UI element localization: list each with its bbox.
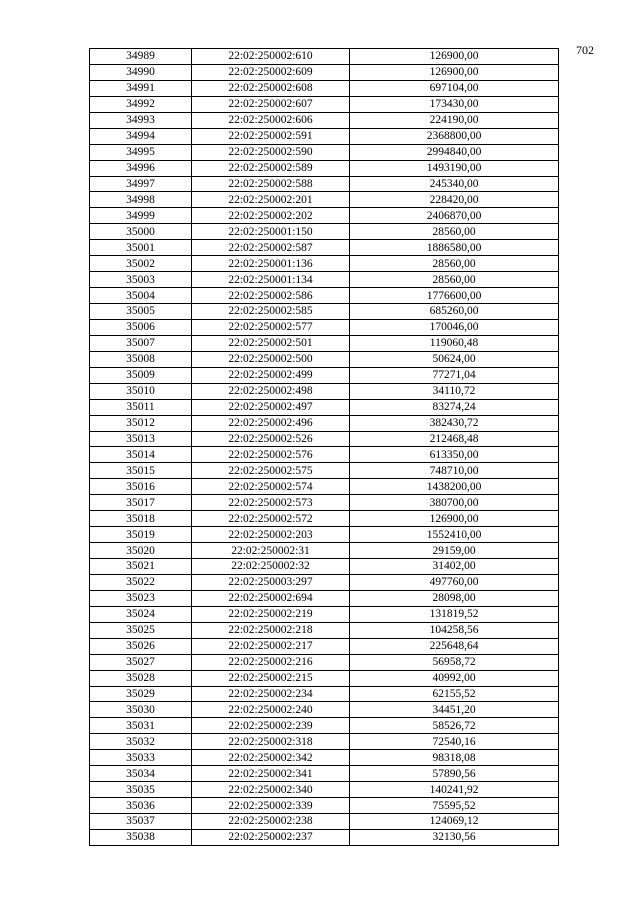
row-number-cell: 35011 bbox=[90, 399, 192, 415]
cadastral-number-cell: 22:02:250002:234 bbox=[192, 686, 350, 702]
row-number-cell: 34996 bbox=[90, 160, 192, 176]
table-row bbox=[90, 463, 559, 479]
cadastral-number-cell: 22:02:250002:341 bbox=[192, 766, 350, 782]
row-number-cell: 35007 bbox=[90, 335, 192, 351]
cadastral-number-cell: 22:02:250002:218 bbox=[192, 622, 350, 638]
row-number-cell: 34989 bbox=[90, 49, 192, 65]
table-row bbox=[90, 750, 559, 766]
table-row bbox=[90, 734, 559, 750]
table-row bbox=[90, 574, 559, 590]
row-number-cell: 35010 bbox=[90, 383, 192, 399]
table-row bbox=[90, 798, 559, 814]
cadastral-value-cell: 1438200,00 bbox=[350, 479, 559, 495]
cadastral-number-cell: 22:02:250002:526 bbox=[192, 431, 350, 447]
row-number-cell: 35027 bbox=[90, 654, 192, 670]
cadastral-number-cell: 22:02:250002:201 bbox=[192, 192, 350, 208]
row-number-cell: 35032 bbox=[90, 734, 192, 750]
cadastral-value-cell: 28098,00 bbox=[350, 590, 559, 606]
cadastral-number-cell: 22:02:250002:588 bbox=[192, 176, 350, 192]
table-row bbox=[90, 638, 559, 654]
table-row bbox=[90, 718, 559, 734]
cadastral-value-cell: 1886580,00 bbox=[350, 240, 559, 256]
table-row bbox=[90, 383, 559, 399]
table-row bbox=[90, 654, 559, 670]
row-number-cell: 35021 bbox=[90, 559, 192, 575]
table-row bbox=[90, 319, 559, 335]
table-row bbox=[90, 543, 559, 559]
row-number-cell: 34999 bbox=[90, 208, 192, 224]
table-row bbox=[90, 208, 559, 224]
cadastral-number-cell: 22:02:250002:609 bbox=[192, 64, 350, 80]
table-row bbox=[90, 702, 559, 718]
cadastral-value-cell: 245340,00 bbox=[350, 176, 559, 192]
cadastral-number-cell: 22:02:250002:498 bbox=[192, 383, 350, 399]
row-number-cell: 34993 bbox=[90, 112, 192, 128]
cadastral-value-cell: 1552410,00 bbox=[350, 527, 559, 543]
row-number-cell: 35004 bbox=[90, 288, 192, 304]
cadastral-value-cell: 32130,56 bbox=[350, 829, 559, 845]
row-number-cell: 35030 bbox=[90, 702, 192, 718]
row-number-cell: 35012 bbox=[90, 415, 192, 431]
row-number-cell: 35020 bbox=[90, 543, 192, 559]
row-number-cell: 35029 bbox=[90, 686, 192, 702]
cadastral-number-cell: 22:02:250002:610 bbox=[192, 49, 350, 65]
row-number-cell: 35038 bbox=[90, 829, 192, 845]
table-row bbox=[90, 415, 559, 431]
cadastral-value-cell: 613350,00 bbox=[350, 447, 559, 463]
cadastral-value-cell: 77271,04 bbox=[350, 367, 559, 383]
row-number-cell: 34998 bbox=[90, 192, 192, 208]
cadastral-number-cell: 22:02:250002:215 bbox=[192, 670, 350, 686]
cadastral-value-cell: 1776600,00 bbox=[350, 288, 559, 304]
table-row bbox=[90, 495, 559, 511]
cadastral-number-cell: 22:02:250002:501 bbox=[192, 335, 350, 351]
cadastral-value-cell: 104258,56 bbox=[350, 622, 559, 638]
table-row bbox=[90, 559, 559, 575]
row-number-cell: 35035 bbox=[90, 782, 192, 798]
table-row bbox=[90, 112, 559, 128]
cadastral-number-cell: 22:02:250002:340 bbox=[192, 782, 350, 798]
row-number-cell: 35022 bbox=[90, 574, 192, 590]
cadastral-number-cell: 22:02:250002:585 bbox=[192, 304, 350, 320]
cadastral-value-cell: 170046,00 bbox=[350, 319, 559, 335]
row-number-cell: 35025 bbox=[90, 622, 192, 638]
cadastral-number-cell: 22:02:250002:607 bbox=[192, 96, 350, 112]
table-row bbox=[90, 224, 559, 240]
cadastral-value-cell: 228420,00 bbox=[350, 192, 559, 208]
cadastral-value-cell: 28560,00 bbox=[350, 272, 559, 288]
cadastral-number-cell: 22:02:250002:572 bbox=[192, 511, 350, 527]
cadastral-number-cell: 22:02:250002:575 bbox=[192, 463, 350, 479]
cadastral-value-cell: 119060,48 bbox=[350, 335, 559, 351]
table-row bbox=[90, 144, 559, 160]
cadastral-number-cell: 22:02:250002:318 bbox=[192, 734, 350, 750]
row-number-cell: 35003 bbox=[90, 272, 192, 288]
cadastral-value-cell: 62155,52 bbox=[350, 686, 559, 702]
table-row bbox=[90, 256, 559, 272]
row-number-cell: 34997 bbox=[90, 176, 192, 192]
cadastral-value-cell: 50624,00 bbox=[350, 351, 559, 367]
row-number-cell: 35000 bbox=[90, 224, 192, 240]
cadastral-value-cell: 58526,72 bbox=[350, 718, 559, 734]
row-number-cell: 35014 bbox=[90, 447, 192, 463]
cadastral-number-cell: 22:02:250002:216 bbox=[192, 654, 350, 670]
cadastral-value-cell: 382430,72 bbox=[350, 415, 559, 431]
table-row bbox=[90, 782, 559, 798]
cadastral-value-cell: 1493190,00 bbox=[350, 160, 559, 176]
row-number-cell: 35033 bbox=[90, 750, 192, 766]
cadastral-number-cell: 22:02:250002:586 bbox=[192, 288, 350, 304]
cadastral-number-cell: 22:02:250002:694 bbox=[192, 590, 350, 606]
cadastral-value-cell: 72540,16 bbox=[350, 734, 559, 750]
row-number-cell: 35036 bbox=[90, 798, 192, 814]
table-row bbox=[90, 240, 559, 256]
cadastral-value-cell: 57890,56 bbox=[350, 766, 559, 782]
table-row bbox=[90, 590, 559, 606]
table-row bbox=[90, 49, 559, 65]
table-row bbox=[90, 814, 559, 830]
table-row bbox=[90, 192, 559, 208]
page-number: 702 bbox=[576, 43, 594, 57]
cadastral-number-cell: 22:02:250002:577 bbox=[192, 319, 350, 335]
table-row bbox=[90, 64, 559, 80]
cadastral-value-cell: 126900,00 bbox=[350, 511, 559, 527]
cadastral-number-cell: 22:02:250002:587 bbox=[192, 240, 350, 256]
cadastral-number-cell: 22:02:250003:297 bbox=[192, 574, 350, 590]
row-number-cell: 35005 bbox=[90, 304, 192, 320]
row-number-cell: 35024 bbox=[90, 606, 192, 622]
table-row bbox=[90, 670, 559, 686]
table-row bbox=[90, 96, 559, 112]
table-row bbox=[90, 288, 559, 304]
cadastral-number-cell: 22:02:250002:574 bbox=[192, 479, 350, 495]
cadastral-number-cell: 22:02:250002:219 bbox=[192, 606, 350, 622]
table-row bbox=[90, 160, 559, 176]
row-number-cell: 34994 bbox=[90, 128, 192, 144]
row-number-cell: 35019 bbox=[90, 527, 192, 543]
cadastral-number-cell: 22:02:250002:217 bbox=[192, 638, 350, 654]
cadastral-number-cell: 22:02:250002:591 bbox=[192, 128, 350, 144]
cadastral-value-cell: 28560,00 bbox=[350, 256, 559, 272]
table-row bbox=[90, 304, 559, 320]
cadastral-number-cell: 22:02:250002:590 bbox=[192, 144, 350, 160]
row-number-cell: 35023 bbox=[90, 590, 192, 606]
table-row bbox=[90, 829, 559, 845]
cadastral-number-cell: 22:02:250002:589 bbox=[192, 160, 350, 176]
cadastral-number-cell: 22:02:250002:499 bbox=[192, 367, 350, 383]
cadastral-value-cell: 40992,00 bbox=[350, 670, 559, 686]
cadastral-value-cell: 83274,24 bbox=[350, 399, 559, 415]
cadastral-value-cell: 2368800,00 bbox=[350, 128, 559, 144]
cadastral-number-cell: 22:02:250002:342 bbox=[192, 750, 350, 766]
row-number-cell: 35016 bbox=[90, 479, 192, 495]
cadastral-value-cell: 126900,00 bbox=[350, 64, 559, 80]
cadastral-number-cell: 22:02:250002:339 bbox=[192, 798, 350, 814]
cadastral-value-cell: 212468,48 bbox=[350, 431, 559, 447]
table-row bbox=[90, 351, 559, 367]
cadastral-value-cell: 75595,52 bbox=[350, 798, 559, 814]
row-number-cell: 35002 bbox=[90, 256, 192, 272]
row-number-cell: 34992 bbox=[90, 96, 192, 112]
cadastral-value-cell: 29159,00 bbox=[350, 543, 559, 559]
cadastral-number-cell: 22:02:250001:136 bbox=[192, 256, 350, 272]
cadastral-number-cell: 22:02:250002:606 bbox=[192, 112, 350, 128]
cadastral-value-cell: 224190,00 bbox=[350, 112, 559, 128]
row-number-cell: 34995 bbox=[90, 144, 192, 160]
cadastral-value-cell: 56958,72 bbox=[350, 654, 559, 670]
table-body bbox=[90, 49, 559, 846]
table-row bbox=[90, 80, 559, 96]
table-row bbox=[90, 176, 559, 192]
cadastral-value-cell: 173430,00 bbox=[350, 96, 559, 112]
cadastral-value-cell: 126900,00 bbox=[350, 49, 559, 65]
table-row bbox=[90, 128, 559, 144]
row-number-cell: 35009 bbox=[90, 367, 192, 383]
row-number-cell: 35017 bbox=[90, 495, 192, 511]
cadastral-value-cell: 225648,64 bbox=[350, 638, 559, 654]
cadastral-value-cell: 31402,00 bbox=[350, 559, 559, 575]
cadastral-number-cell: 22:02:250002:240 bbox=[192, 702, 350, 718]
table-row bbox=[90, 431, 559, 447]
cadastral-number-cell: 22:02:250002:203 bbox=[192, 527, 350, 543]
cadastral-value-cell: 748710,00 bbox=[350, 463, 559, 479]
row-number-cell: 35028 bbox=[90, 670, 192, 686]
row-number-cell: 35037 bbox=[90, 814, 192, 830]
row-number-cell: 35031 bbox=[90, 718, 192, 734]
cadastral-value-cell: 98318,08 bbox=[350, 750, 559, 766]
cadastral-number-cell: 22:02:250002:32 bbox=[192, 559, 350, 575]
table-row bbox=[90, 511, 559, 527]
table-row bbox=[90, 527, 559, 543]
row-number-cell: 35013 bbox=[90, 431, 192, 447]
table-row bbox=[90, 622, 559, 638]
cadastral-value-cell: 124069,12 bbox=[350, 814, 559, 830]
row-number-cell: 35001 bbox=[90, 240, 192, 256]
table-row bbox=[90, 766, 559, 782]
row-number-cell: 35018 bbox=[90, 511, 192, 527]
cadastral-number-cell: 22:02:250002:237 bbox=[192, 829, 350, 845]
cadastral-number-cell: 22:02:250002:239 bbox=[192, 718, 350, 734]
row-number-cell: 34991 bbox=[90, 80, 192, 96]
cadastral-value-cell: 140241,92 bbox=[350, 782, 559, 798]
row-number-cell: 35006 bbox=[90, 319, 192, 335]
row-number-cell: 35008 bbox=[90, 351, 192, 367]
row-number-cell: 35026 bbox=[90, 638, 192, 654]
cadastral-number-cell: 22:02:250002:497 bbox=[192, 399, 350, 415]
table-row bbox=[90, 606, 559, 622]
cadastral-number-cell: 22:02:250001:134 bbox=[192, 272, 350, 288]
cadastral-number-cell: 22:02:250002:608 bbox=[192, 80, 350, 96]
cadastral-value-cell: 131819,52 bbox=[350, 606, 559, 622]
cadastral-value-cell: 380700,00 bbox=[350, 495, 559, 511]
cadastral-value-table bbox=[89, 48, 559, 846]
cadastral-value-cell: 28560,00 bbox=[350, 224, 559, 240]
table-row bbox=[90, 367, 559, 383]
row-number-cell: 34990 bbox=[90, 64, 192, 80]
table-row bbox=[90, 272, 559, 288]
cadastral-value-cell: 34451,20 bbox=[350, 702, 559, 718]
cadastral-number-cell: 22:02:250002:202 bbox=[192, 208, 350, 224]
cadastral-value-cell: 685260,00 bbox=[350, 304, 559, 320]
cadastral-number-cell: 22:02:250002:31 bbox=[192, 543, 350, 559]
table-row bbox=[90, 399, 559, 415]
row-number-cell: 35034 bbox=[90, 766, 192, 782]
table-row bbox=[90, 447, 559, 463]
cadastral-number-cell: 22:02:250002:238 bbox=[192, 814, 350, 830]
cadastral-value-cell: 34110,72 bbox=[350, 383, 559, 399]
cadastral-value-cell: 2406870,00 bbox=[350, 208, 559, 224]
cadastral-number-cell: 22:02:250002:573 bbox=[192, 495, 350, 511]
cadastral-number-cell: 22:02:250002:500 bbox=[192, 351, 350, 367]
cadastral-number-cell: 22:02:250001:150 bbox=[192, 224, 350, 240]
row-number-cell: 35015 bbox=[90, 463, 192, 479]
cadastral-value-cell: 697104,00 bbox=[350, 80, 559, 96]
table-row bbox=[90, 686, 559, 702]
cadastral-number-cell: 22:02:250002:496 bbox=[192, 415, 350, 431]
table-row bbox=[90, 479, 559, 495]
cadastral-number-cell: 22:02:250002:576 bbox=[192, 447, 350, 463]
table-row bbox=[90, 335, 559, 351]
cadastral-value-cell: 497760,00 bbox=[350, 574, 559, 590]
cadastral-value-cell: 2994840,00 bbox=[350, 144, 559, 160]
